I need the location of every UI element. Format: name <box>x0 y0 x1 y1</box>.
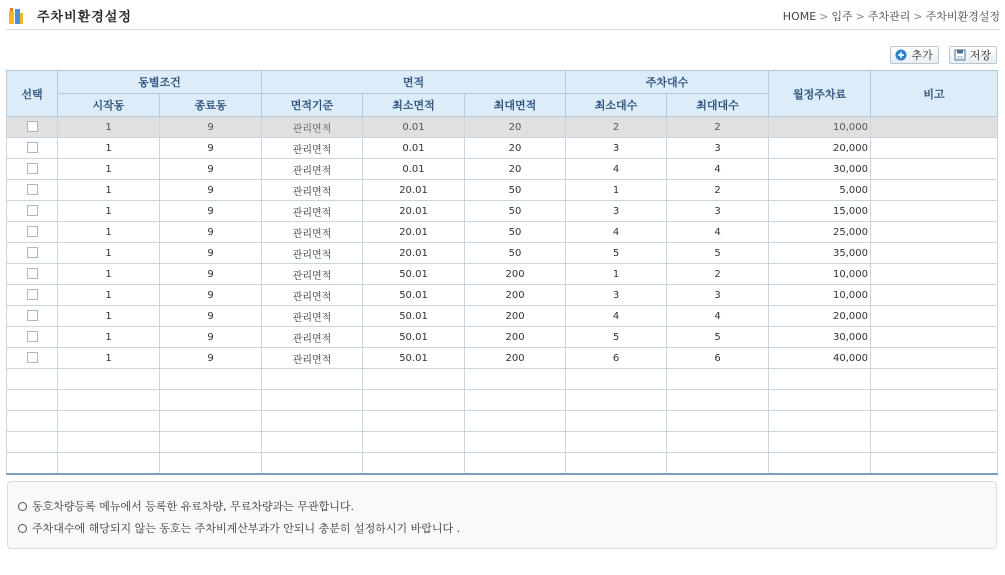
cell-select <box>7 243 58 264</box>
cell-min-area[interactable]: 20.01 <box>363 180 465 201</box>
cell-area-basis[interactable]: 관리면적 <box>262 327 363 348</box>
parking-sign-icon <box>8 7 24 25</box>
save-button-label: 저장 <box>969 49 991 62</box>
breadcrumb-separator: > <box>855 10 865 23</box>
cell-max-area[interactable]: 20 <box>465 159 566 180</box>
cell-monthly-fee[interactable]: 20,000 <box>769 306 871 327</box>
cell-start-building[interactable]: 1 <box>58 138 160 159</box>
cell-max-count <box>667 411 769 432</box>
notice-item <box>18 517 986 539</box>
table-row[interactable] <box>7 285 998 306</box>
cell-end-building[interactable]: 9 <box>160 201 262 222</box>
table-row[interactable] <box>7 348 998 369</box>
cell-max-area <box>465 369 566 390</box>
cell-min-count[interactable]: 4 <box>566 159 667 180</box>
notice-item <box>18 495 986 517</box>
table-row[interactable] <box>7 327 998 348</box>
row-checkbox[interactable] <box>27 184 38 195</box>
cell-start-building[interactable]: 1 <box>58 285 160 306</box>
cell-start-building <box>58 390 160 411</box>
page-title: 주차비환경설정 <box>37 10 132 25</box>
cell-start-building[interactable]: 1 <box>58 180 160 201</box>
table-row[interactable] <box>7 411 998 432</box>
cell-max-area[interactable]: 50 <box>465 180 566 201</box>
cell-select <box>7 369 58 390</box>
cell-start-building[interactable]: 1 <box>58 159 160 180</box>
notice-text: 동호차량등록 메뉴에서 등록한 유료차량, 무료차량과는 무관합니다. <box>32 500 355 513</box>
header-min-count: 최소대수 <box>566 94 667 117</box>
cell-monthly-fee[interactable]: 10,000 <box>769 285 871 306</box>
header-area-basis: 면적기준 <box>262 94 363 117</box>
table-body <box>7 117 998 474</box>
cell-min-count[interactable]: 4 <box>566 306 667 327</box>
cell-monthly-fee[interactable]: 10,000 <box>769 264 871 285</box>
cell-monthly-fee <box>769 390 871 411</box>
cell-select <box>7 159 58 180</box>
cell-max-area <box>465 453 566 474</box>
cell-monthly-fee <box>769 453 871 474</box>
cell-max-area[interactable]: 200 <box>465 327 566 348</box>
table-row[interactable] <box>7 159 998 180</box>
header-select[interactable]: 선택 <box>7 71 58 117</box>
circle-bullet-icon <box>18 524 27 533</box>
cell-max-count[interactable]: 4 <box>667 222 769 243</box>
cell-min-area <box>363 411 465 432</box>
cell-select <box>7 180 58 201</box>
cell-min-area <box>363 432 465 453</box>
cell-max-count <box>667 390 769 411</box>
cell-min-count[interactable]: 1 <box>566 264 667 285</box>
cell-max-count[interactable]: 3 <box>667 285 769 306</box>
cell-select <box>7 117 58 138</box>
cell-end-building[interactable]: 9 <box>160 243 262 264</box>
cell-monthly-fee[interactable]: 40,000 <box>769 348 871 369</box>
cell-min-area <box>363 390 465 411</box>
cell-area-basis[interactable]: 관리면적 <box>262 180 363 201</box>
table-row[interactable] <box>7 369 998 390</box>
cell-min-area[interactable]: 50.01 <box>363 306 465 327</box>
cell-remark <box>871 369 998 390</box>
cell-area-basis <box>262 432 363 453</box>
cell-monthly-fee[interactable]: 10,000 <box>769 117 871 138</box>
cell-select <box>7 348 58 369</box>
header-monthly-fee: 월정주차료 <box>769 71 871 117</box>
cell-min-count[interactable]: 5 <box>566 327 667 348</box>
header-area: 면적 <box>262 71 566 94</box>
row-checkbox[interactable] <box>27 247 38 258</box>
notice-text: 주차대수에 해당되지 않는 동호는 주차비계산부과가 안되니 충분히 설정하시기 바랍니다 . <box>32 522 461 535</box>
cell-min-area <box>363 453 465 474</box>
cell-select <box>7 411 58 432</box>
cell-start-building <box>58 369 160 390</box>
cell-start-building <box>58 411 160 432</box>
cell-max-count[interactable]: 4 <box>667 159 769 180</box>
cell-monthly-fee[interactable]: 25,000 <box>769 222 871 243</box>
cell-max-area[interactable]: 200 <box>465 306 566 327</box>
cell-end-building <box>160 432 262 453</box>
row-checkbox[interactable] <box>27 226 38 237</box>
cell-max-count <box>667 369 769 390</box>
cell-remark <box>871 390 998 411</box>
toolbar <box>890 46 997 64</box>
cell-min-area[interactable]: 20.01 <box>363 201 465 222</box>
cell-area-basis[interactable]: 관리면적 <box>262 348 363 369</box>
cell-end-building[interactable]: 9 <box>160 159 262 180</box>
table-row[interactable] <box>7 306 998 327</box>
cell-min-area[interactable]: 50.01 <box>363 348 465 369</box>
cell-max-count[interactable]: 3 <box>667 138 769 159</box>
table-row[interactable] <box>7 432 998 453</box>
breadcrumb-separator: > <box>913 10 923 23</box>
cell-select <box>7 327 58 348</box>
table-row[interactable] <box>7 117 998 138</box>
cell-monthly-fee[interactable]: 5,000 <box>769 180 871 201</box>
cell-max-area[interactable]: 20 <box>465 138 566 159</box>
cell-min-area[interactable]: 50.01 <box>363 285 465 306</box>
table-row[interactable] <box>7 201 998 222</box>
disk-icon <box>954 49 966 61</box>
cell-end-building[interactable]: 9 <box>160 285 262 306</box>
cell-remark <box>871 432 998 453</box>
cell-end-building[interactable]: 9 <box>160 264 262 285</box>
cell-select <box>7 201 58 222</box>
cell-min-area <box>363 369 465 390</box>
cell-min-count <box>566 453 667 474</box>
cell-remark[interactable] <box>871 201 998 222</box>
cell-select <box>7 222 58 243</box>
cell-end-building[interactable]: 9 <box>160 327 262 348</box>
cell-start-building[interactable]: 1 <box>58 117 160 138</box>
cell-min-area[interactable]: 50.01 <box>363 264 465 285</box>
cell-monthly-fee <box>769 432 871 453</box>
cell-select <box>7 264 58 285</box>
cell-min-count <box>566 432 667 453</box>
cell-monthly-fee[interactable]: 30,000 <box>769 327 871 348</box>
cell-select <box>7 138 58 159</box>
cell-end-building[interactable]: 9 <box>160 306 262 327</box>
cell-area-basis <box>262 453 363 474</box>
cell-select <box>7 285 58 306</box>
row-checkbox[interactable] <box>27 142 38 153</box>
table-row[interactable] <box>7 180 998 201</box>
header-parking-count: 주차대수 <box>566 71 769 94</box>
cell-end-building <box>160 411 262 432</box>
cell-remark <box>871 411 998 432</box>
cell-area-basis <box>262 390 363 411</box>
cell-start-building[interactable]: 1 <box>58 264 160 285</box>
cell-remark[interactable] <box>871 285 998 306</box>
cell-start-building[interactable]: 1 <box>58 222 160 243</box>
cell-start-building[interactable]: 1 <box>58 243 160 264</box>
cell-max-area[interactable]: 200 <box>465 264 566 285</box>
cell-remark[interactable] <box>871 243 998 264</box>
cell-end-building[interactable]: 9 <box>160 117 262 138</box>
cell-max-area <box>465 411 566 432</box>
row-checkbox[interactable] <box>27 205 38 216</box>
cell-max-count[interactable]: 3 <box>667 201 769 222</box>
table-row[interactable] <box>7 243 998 264</box>
cell-start-building <box>58 432 160 453</box>
cell-min-area[interactable]: 0.01 <box>363 159 465 180</box>
row-checkbox[interactable] <box>27 268 38 279</box>
cell-area-basis[interactable]: 관리면적 <box>262 285 363 306</box>
cell-monthly-fee[interactable]: 30,000 <box>769 159 871 180</box>
breadcrumb-parking-management[interactable]: 주차관리 <box>867 10 911 23</box>
row-checkbox[interactable] <box>27 310 38 321</box>
breadcrumb-separator: > <box>819 10 829 23</box>
cell-monthly-fee[interactable]: 20,000 <box>769 138 871 159</box>
cell-area-basis[interactable]: 관리면적 <box>262 201 363 222</box>
add-button-label: 추가 <box>911 49 933 62</box>
cell-remark[interactable] <box>871 264 998 285</box>
cell-end-building[interactable]: 9 <box>160 222 262 243</box>
header-end-building: 종료동 <box>160 94 262 117</box>
cell-max-count[interactable]: 5 <box>667 327 769 348</box>
cell-remark[interactable] <box>871 180 998 201</box>
table-row[interactable] <box>7 222 998 243</box>
cell-max-count <box>667 432 769 453</box>
cell-min-area[interactable]: 20.01 <box>363 222 465 243</box>
cell-max-count[interactable]: 2 <box>667 264 769 285</box>
cell-area-basis[interactable]: 관리면적 <box>262 117 363 138</box>
breadcrumb <box>783 8 1000 24</box>
cell-area-basis[interactable]: 관리면적 <box>262 306 363 327</box>
add-button[interactable] <box>890 46 938 64</box>
cell-end-building <box>160 369 262 390</box>
cell-min-count[interactable]: 3 <box>566 285 667 306</box>
breadcrumb-current: 주차비환경설정 <box>925 10 1000 23</box>
cell-max-area <box>465 432 566 453</box>
cell-select <box>7 390 58 411</box>
cell-max-area[interactable]: 50 <box>465 222 566 243</box>
cell-end-building[interactable]: 9 <box>160 180 262 201</box>
plus-circle-icon <box>895 49 907 61</box>
header-min-area: 최소면적 <box>363 94 465 117</box>
cell-area-basis[interactable]: 관리면적 <box>262 138 363 159</box>
cell-max-count[interactable]: 6 <box>667 348 769 369</box>
cell-select <box>7 306 58 327</box>
cell-remark[interactable] <box>871 159 998 180</box>
cell-max-area <box>465 390 566 411</box>
cell-area-basis[interactable]: 관리면적 <box>262 222 363 243</box>
header-start-building: 시작동 <box>58 94 160 117</box>
cell-max-count <box>667 453 769 474</box>
parking-fee-table <box>6 70 998 475</box>
cell-remark[interactable] <box>871 306 998 327</box>
row-checkbox[interactable] <box>27 331 38 342</box>
cell-min-count <box>566 369 667 390</box>
breadcrumb-move-in[interactable]: 입주 <box>831 10 853 23</box>
page-header <box>6 4 1000 30</box>
cell-end-building[interactable]: 9 <box>160 138 262 159</box>
cell-max-area[interactable]: 20 <box>465 117 566 138</box>
cell-select <box>7 453 58 474</box>
cell-remark[interactable] <box>871 348 998 369</box>
cell-start-building[interactable]: 1 <box>58 348 160 369</box>
cell-start-building[interactable]: 1 <box>58 327 160 348</box>
table-row[interactable] <box>7 264 998 285</box>
row-checkbox[interactable] <box>27 352 38 363</box>
cell-monthly-fee <box>769 369 871 390</box>
cell-start-building <box>58 453 160 474</box>
cell-remark <box>871 453 998 474</box>
cell-min-count[interactable]: 2 <box>566 117 667 138</box>
cell-remark[interactable] <box>871 138 998 159</box>
cell-max-area[interactable]: 50 <box>465 201 566 222</box>
cell-area-basis[interactable]: 관리면적 <box>262 159 363 180</box>
cell-max-area[interactable]: 200 <box>465 348 566 369</box>
cell-min-count <box>566 411 667 432</box>
cell-area-basis <box>262 411 363 432</box>
cell-monthly-fee <box>769 411 871 432</box>
row-checkbox[interactable] <box>27 163 38 174</box>
cell-end-building[interactable]: 9 <box>160 348 262 369</box>
cell-end-building <box>160 390 262 411</box>
header-building-condition: 동별조건 <box>58 71 262 94</box>
cell-min-count[interactable]: 1 <box>566 180 667 201</box>
cell-end-building <box>160 453 262 474</box>
cell-monthly-fee[interactable]: 35,000 <box>769 243 871 264</box>
table-row[interactable] <box>7 453 998 474</box>
breadcrumb-home[interactable]: HOME <box>782 10 817 23</box>
cell-area-basis[interactable]: 관리면적 <box>262 264 363 285</box>
cell-min-count[interactable]: 6 <box>566 348 667 369</box>
cell-max-area[interactable]: 50 <box>465 243 566 264</box>
cell-max-area[interactable]: 200 <box>465 285 566 306</box>
cell-start-building[interactable]: 1 <box>58 306 160 327</box>
cell-min-count[interactable]: 4 <box>566 222 667 243</box>
table-row[interactable] <box>7 138 998 159</box>
cell-select <box>7 432 58 453</box>
cell-area-basis <box>262 369 363 390</box>
cell-min-area[interactable]: 0.01 <box>363 117 465 138</box>
cell-min-count <box>566 390 667 411</box>
cell-max-count[interactable]: 2 <box>667 117 769 138</box>
circle-bullet-icon <box>18 502 27 511</box>
cell-min-area[interactable]: 20.01 <box>363 243 465 264</box>
cell-remark[interactable] <box>871 117 998 138</box>
header-max-count: 최대대수 <box>667 94 769 117</box>
save-button[interactable] <box>949 46 997 64</box>
table-row[interactable] <box>7 390 998 411</box>
cell-min-count[interactable]: 3 <box>566 138 667 159</box>
header-remark: 비고 <box>871 71 998 117</box>
cell-start-building[interactable]: 1 <box>58 201 160 222</box>
cell-remark[interactable] <box>871 222 998 243</box>
cell-max-count[interactable]: 4 <box>667 306 769 327</box>
cell-area-basis[interactable]: 관리면적 <box>262 243 363 264</box>
cell-max-count[interactable]: 5 <box>667 243 769 264</box>
row-checkbox[interactable] <box>27 289 38 300</box>
cell-min-area[interactable]: 0.01 <box>363 138 465 159</box>
header-max-area: 최대면적 <box>465 94 566 117</box>
cell-monthly-fee[interactable]: 15,000 <box>769 201 871 222</box>
notice-box <box>7 481 997 549</box>
cell-min-count[interactable]: 3 <box>566 201 667 222</box>
cell-min-area[interactable]: 50.01 <box>363 327 465 348</box>
row-checkbox[interactable] <box>27 121 38 132</box>
cell-max-count[interactable]: 2 <box>667 180 769 201</box>
cell-remark[interactable] <box>871 327 998 348</box>
cell-min-count[interactable]: 5 <box>566 243 667 264</box>
